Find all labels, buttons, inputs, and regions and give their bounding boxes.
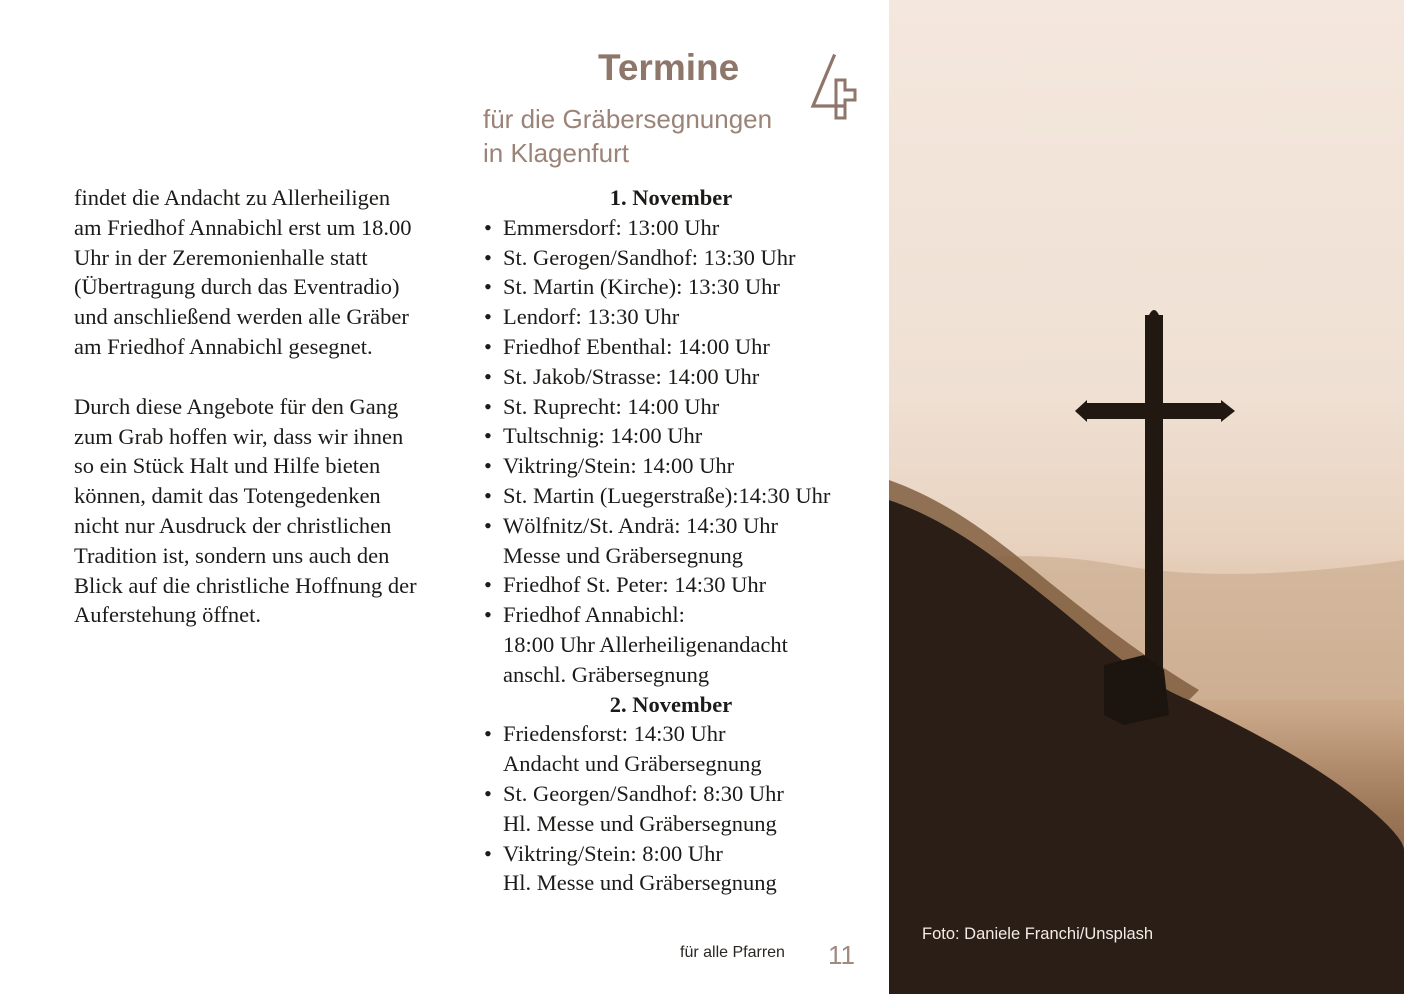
schedule-item-title: • Friedhof Ebenthal: 14:00 Uhr [503,333,770,359]
schedule-item-title: • St. Martin (Kirche): 13:30 Uhr [503,274,780,300]
schedule-item [483,272,883,302]
text-line: Tradition ist, sondern uns auch den [74,542,390,568]
schedule-item [483,332,883,362]
page-number: 11 [828,940,855,970]
schedule-item [483,302,883,332]
cross-on-hill-photo [889,0,1404,994]
schedule-item [483,719,883,779]
schedule-item [483,392,883,422]
day-heading: 2. November [609,691,733,717]
schedule-item [483,421,883,451]
intro-paragraph-2 [74,392,454,630]
schedule-item-title: • Viktring/Stein: 8:00 Uhr [503,840,723,866]
schedule-item [483,213,883,243]
number-four-cross-icon [806,50,864,128]
intro-text [74,183,454,660]
schedule-list-day-2 [483,719,883,898]
intro-paragraph-1 [74,183,454,362]
photo-credit: Foto: Daniele Franchi/Unsplash [922,925,1154,943]
schedule-item-detail: Andacht und Gräbersegnung [503,751,762,777]
text-line: Blick auf die christliche Hoffnung der [74,572,417,598]
schedule-item-title: • Friedensforst: 14:30 Uhr [503,721,726,747]
text-line: können, damit das Totengedenken [74,483,381,509]
text-line: und anschließend werden alle Gräber [74,304,409,330]
text-line: (Übertragung durch das Eventradio) [74,274,400,300]
schedule-item [483,362,883,392]
cross-beam-end-right [1221,400,1235,422]
schedule-item [483,600,883,689]
schedule [483,183,883,898]
schedule-item-detail: 18:00 Uhr Allerheiligenandacht [503,631,788,657]
text-line: so ein Stück Halt und Hilfe bieten [74,453,381,479]
cross-beam [1084,403,1224,419]
footer-label: für alle Pfarren [680,944,785,961]
schedule-item-title: • St. Gerogen/Sandhof: 13:30 Uhr [503,244,796,270]
schedule-item [483,243,883,273]
subtitle-line: für die Gräbersegnungen [483,104,773,134]
schedule-item-title: • Wölfnitz/St. Andrä: 14:30 Uhr [503,512,778,538]
text-line: findet die Andacht zu Allerheiligen [74,185,391,210]
page-subtitle [483,102,813,170]
schedule-item [483,511,883,571]
schedule-item [483,839,883,899]
schedule-item-detail: Messe und Gräbersegnung [503,542,743,568]
text-line: zum Grab hoffen wir, dass wir ihnen [74,423,404,449]
cross-beam-end-left [1075,400,1087,422]
schedule-item-title: • St. Georgen/Sandhof: 8:30 Uhr [503,780,784,806]
schedule-item [483,779,883,839]
schedule-item-title: • St. Jakob/Strasse: 14:00 Uhr [503,363,760,389]
schedule-item-title: • Friedhof St. Peter: 14:30 Uhr [503,572,767,598]
text-line: am Friedhof Annabichl gesegnet. [74,333,373,359]
schedule-item [483,570,883,600]
schedule-item-title: • Emmersdorf: 13:00 Uhr [503,214,720,240]
text-line: Auferstehung öffnet. [74,602,262,628]
schedule-item-detail: Hl. Messe und Gräbersegnung [503,810,777,836]
text-line: am Friedhof Annabichl erst um 18.00 [74,214,412,240]
schedule-item-title: • Viktring/Stein: 14:00 Uhr [503,453,735,479]
day-heading: 1. November [609,185,733,210]
schedule-item [483,451,883,481]
schedule-item-title: • Friedhof Annabichl: [503,602,685,628]
schedule-item [483,481,883,511]
photo-illustration [889,0,1404,994]
page-title: Termine [598,47,740,88]
schedule-item-detail: Hl. Messe und Gräbersegnung [503,870,777,896]
subtitle-line: in Klagenfurt [483,138,629,168]
schedule-list-day-1 [483,213,883,690]
cross-post [1145,315,1163,715]
text-line: Uhr in der Zeremonienhalle statt [74,244,368,270]
schedule-item-title: • St. Martin (Luegerstraße):14:30 Uhr [503,482,831,508]
schedule-item-title: • St. Ruprecht: 14:00 Uhr [503,393,720,419]
schedule-item-title: • Lendorf: 13:30 Uhr [503,304,680,330]
text-line: nicht nur Ausdruck der christlichen [74,512,392,538]
cross-top [1147,310,1161,320]
schedule-item-detail: anschl. Gräbersegnung [503,661,710,687]
text-line: Durch diese Angebote für den Gang [74,393,399,419]
schedule-item-title: • Tultschnig: 14:00 Uhr [503,423,703,449]
